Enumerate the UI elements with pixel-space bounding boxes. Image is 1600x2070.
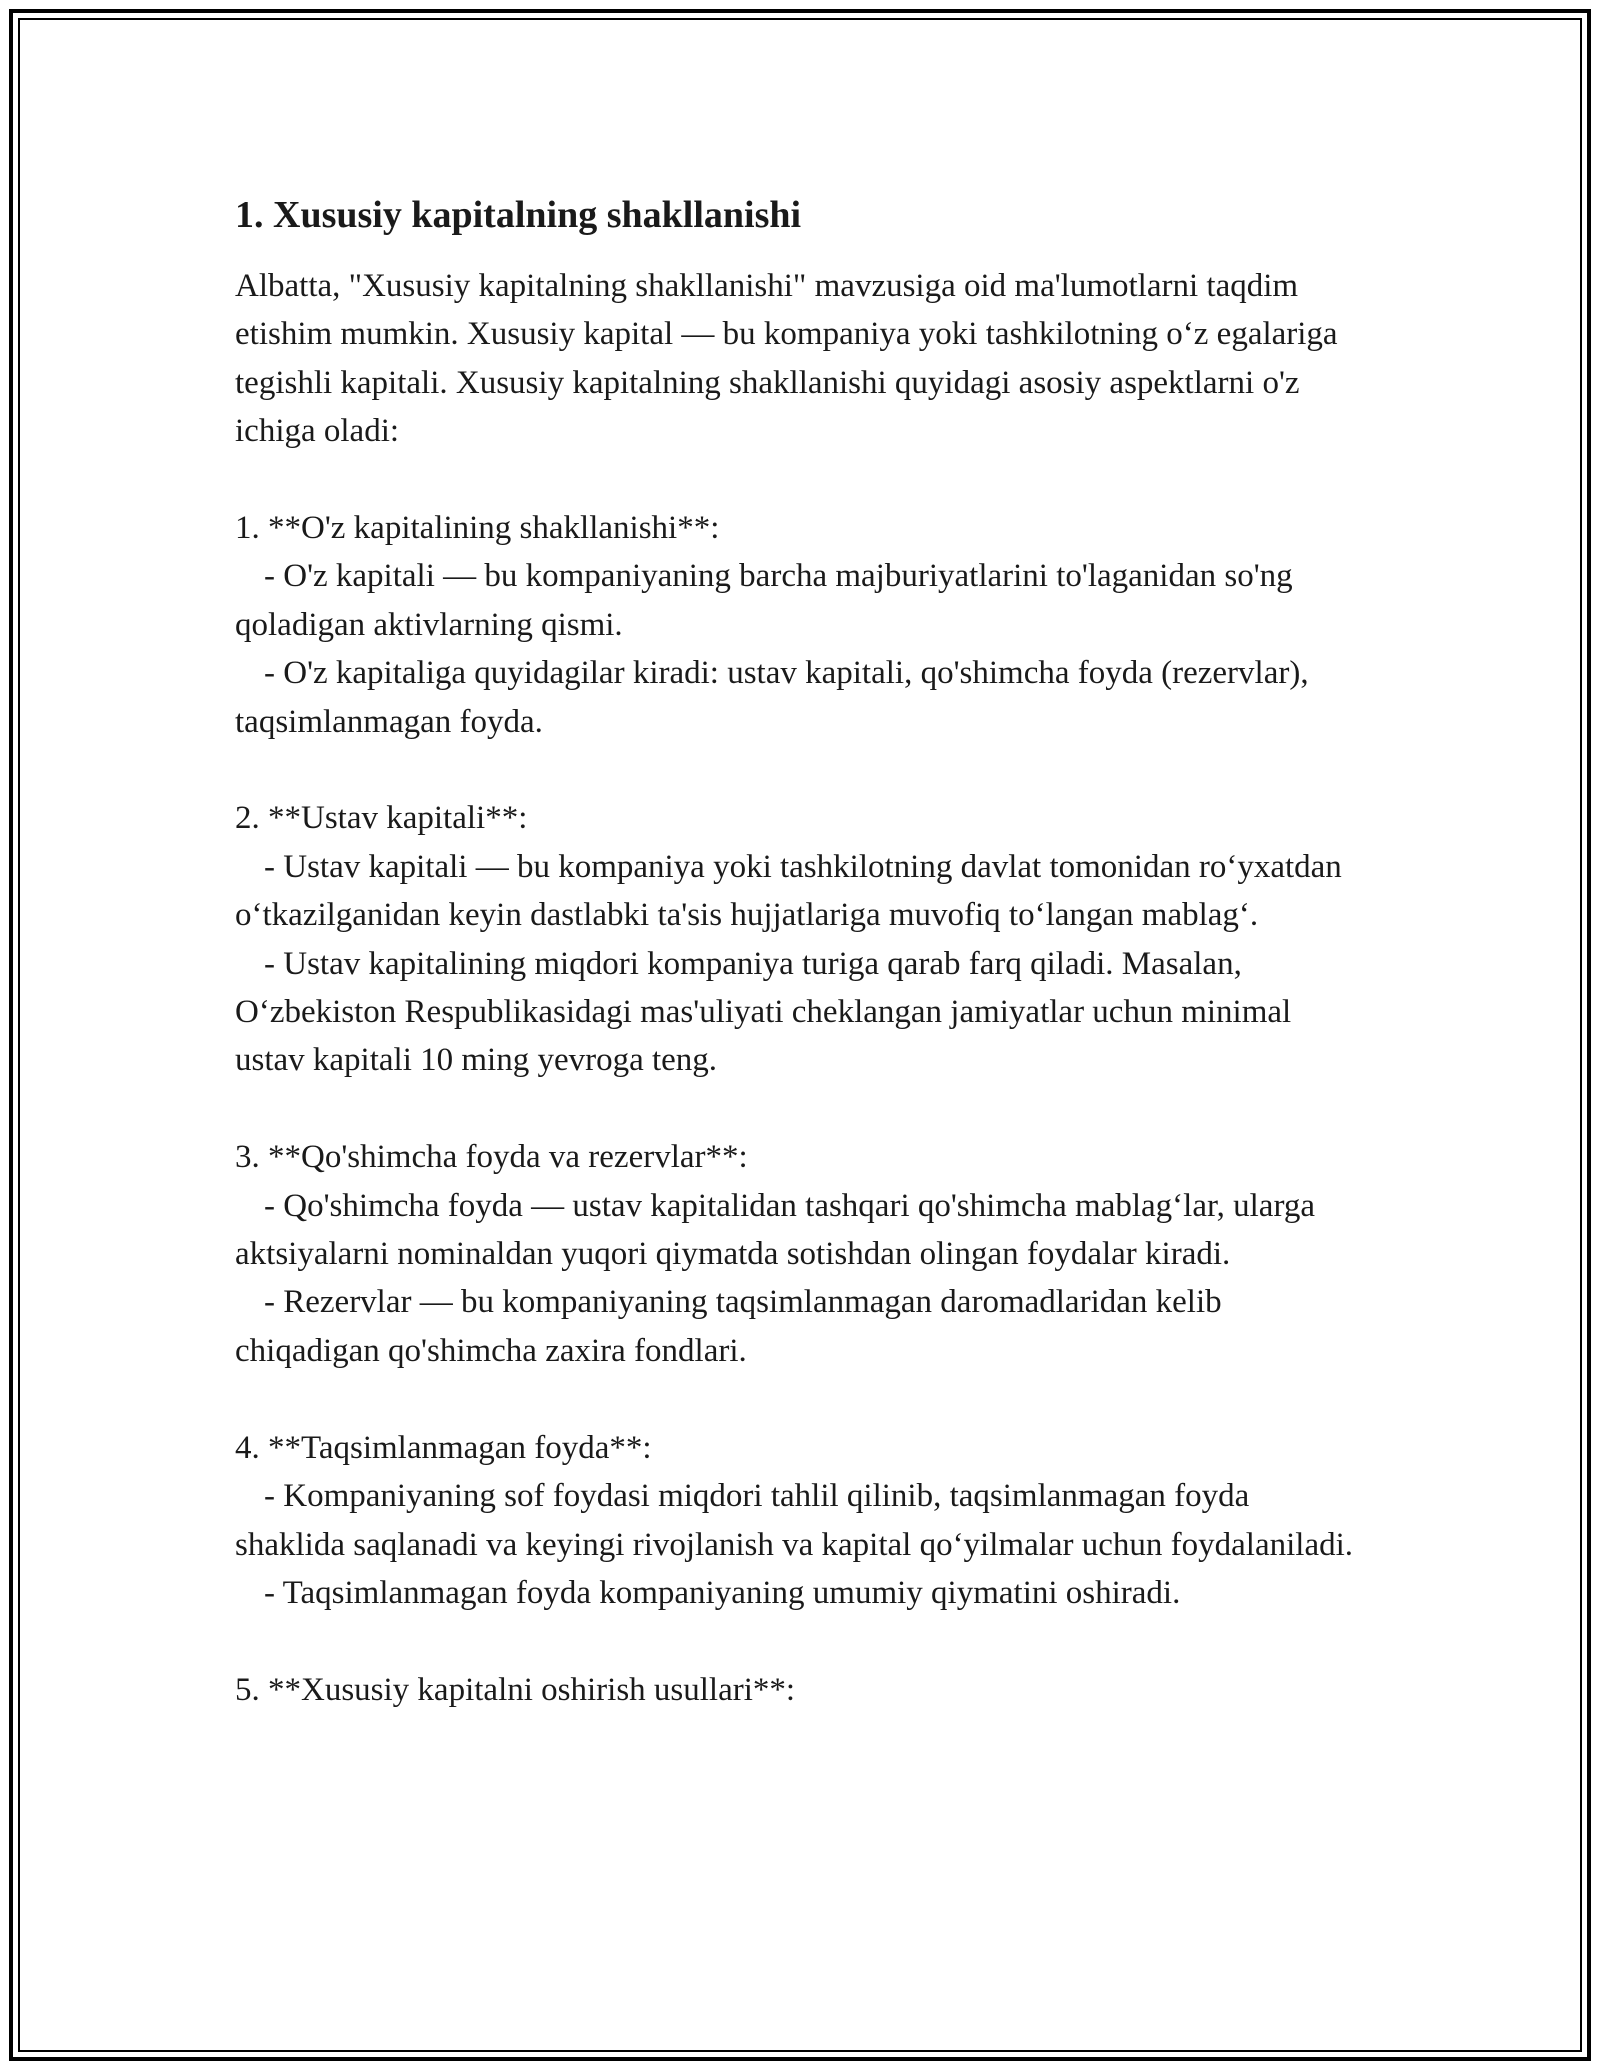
list-item: - Ustav kapitalining miqdori kompaniya turiga qarab farq qiladi. Masalan, O‘zbekiston Respublikasidagi mas'uliyati cheklangan jamiyatlar uchun minimal ustav kapitali 10 ming yevroga teng. — [235, 945, 1292, 1079]
section-3 — [235, 1133, 1365, 1375]
section-5 — [235, 1666, 1365, 1714]
list-item: - O'z kapitaliga quyidagilar kiradi: ustav kapitali, qo'shimcha foyda (rezervlar), taqsimlanmagan foyda. — [235, 655, 1309, 740]
section-heading: 3. **Qo'shimcha foyda va rezervlar**: — [235, 1139, 748, 1176]
section-4 — [235, 1424, 1365, 1618]
list-item: - O'z kapitali — bu kompaniyaning barcha majburiyatlarini to'laganidan so'ng qoladigan aktivlarning qismi. — [235, 558, 1293, 643]
list-item: - Ustav kapitali — bu kompaniya yoki tashkilotning davlat tomonidan ro‘yxatdan o‘tkazilganidan keyin dastlabki ta'sis hujjatlariga muvofiq to‘langan mablag‘. — [235, 848, 1342, 934]
document-body — [235, 188, 1365, 1714]
intro-paragraph: Albatta, "Xususiy kapitalning shakllanishi" mavzusiga oid ma'lumotlarni taqdim etishim mumkin. Xususiy kapital — bu kompaniya yoki tashkilotning o‘z egalariga tegishli kapitali. Xususiy kapitalning shakllanishi quyidagi asosiy aspektlarni o'z ichiga oladi: — [235, 268, 1338, 450]
document-title: 1. Xususiy kapitalning shakllanishi — [235, 194, 802, 236]
list-item: - Qo'shimcha foyda — ustav kapitalidan tashqari qo'shimcha mablag‘lar, ularga aktsiyalarni nominaldan yuqori qiymatda sotishdan olingan foydalar kiradi. — [235, 1187, 1315, 1273]
list-item: - Rezervlar — bu kompaniyaning taqsimlanmagan daromadlaridan kelib chiqadigan qo'shimcha zaxira fondlari. — [235, 1284, 1222, 1369]
list-item: - Taqsimlanmagan foyda kompaniyaning umumiy qiymatini oshiradi. — [264, 1574, 1181, 1611]
list-item: - Kompaniyaning sof foydasi miqdori tahlil qilinib, taqsimlanmagan foyda shaklida saqlanadi va keyingi rivojlanish va kapital qo‘yilmalar uchun foydalaniladi. — [235, 1478, 1354, 1563]
section-heading: 5. **Xususiy kapitalni oshirish usullari**: — [235, 1671, 796, 1708]
section-heading: 4. **Taqsimlanmagan foyda**: — [235, 1429, 652, 1466]
section-1 — [235, 504, 1365, 746]
section-2 — [235, 794, 1365, 1084]
section-heading: 1. **O'z kapitalining shakllanishi**: — [235, 510, 720, 547]
section-heading: 2. **Ustav kapitali**: — [235, 800, 528, 837]
